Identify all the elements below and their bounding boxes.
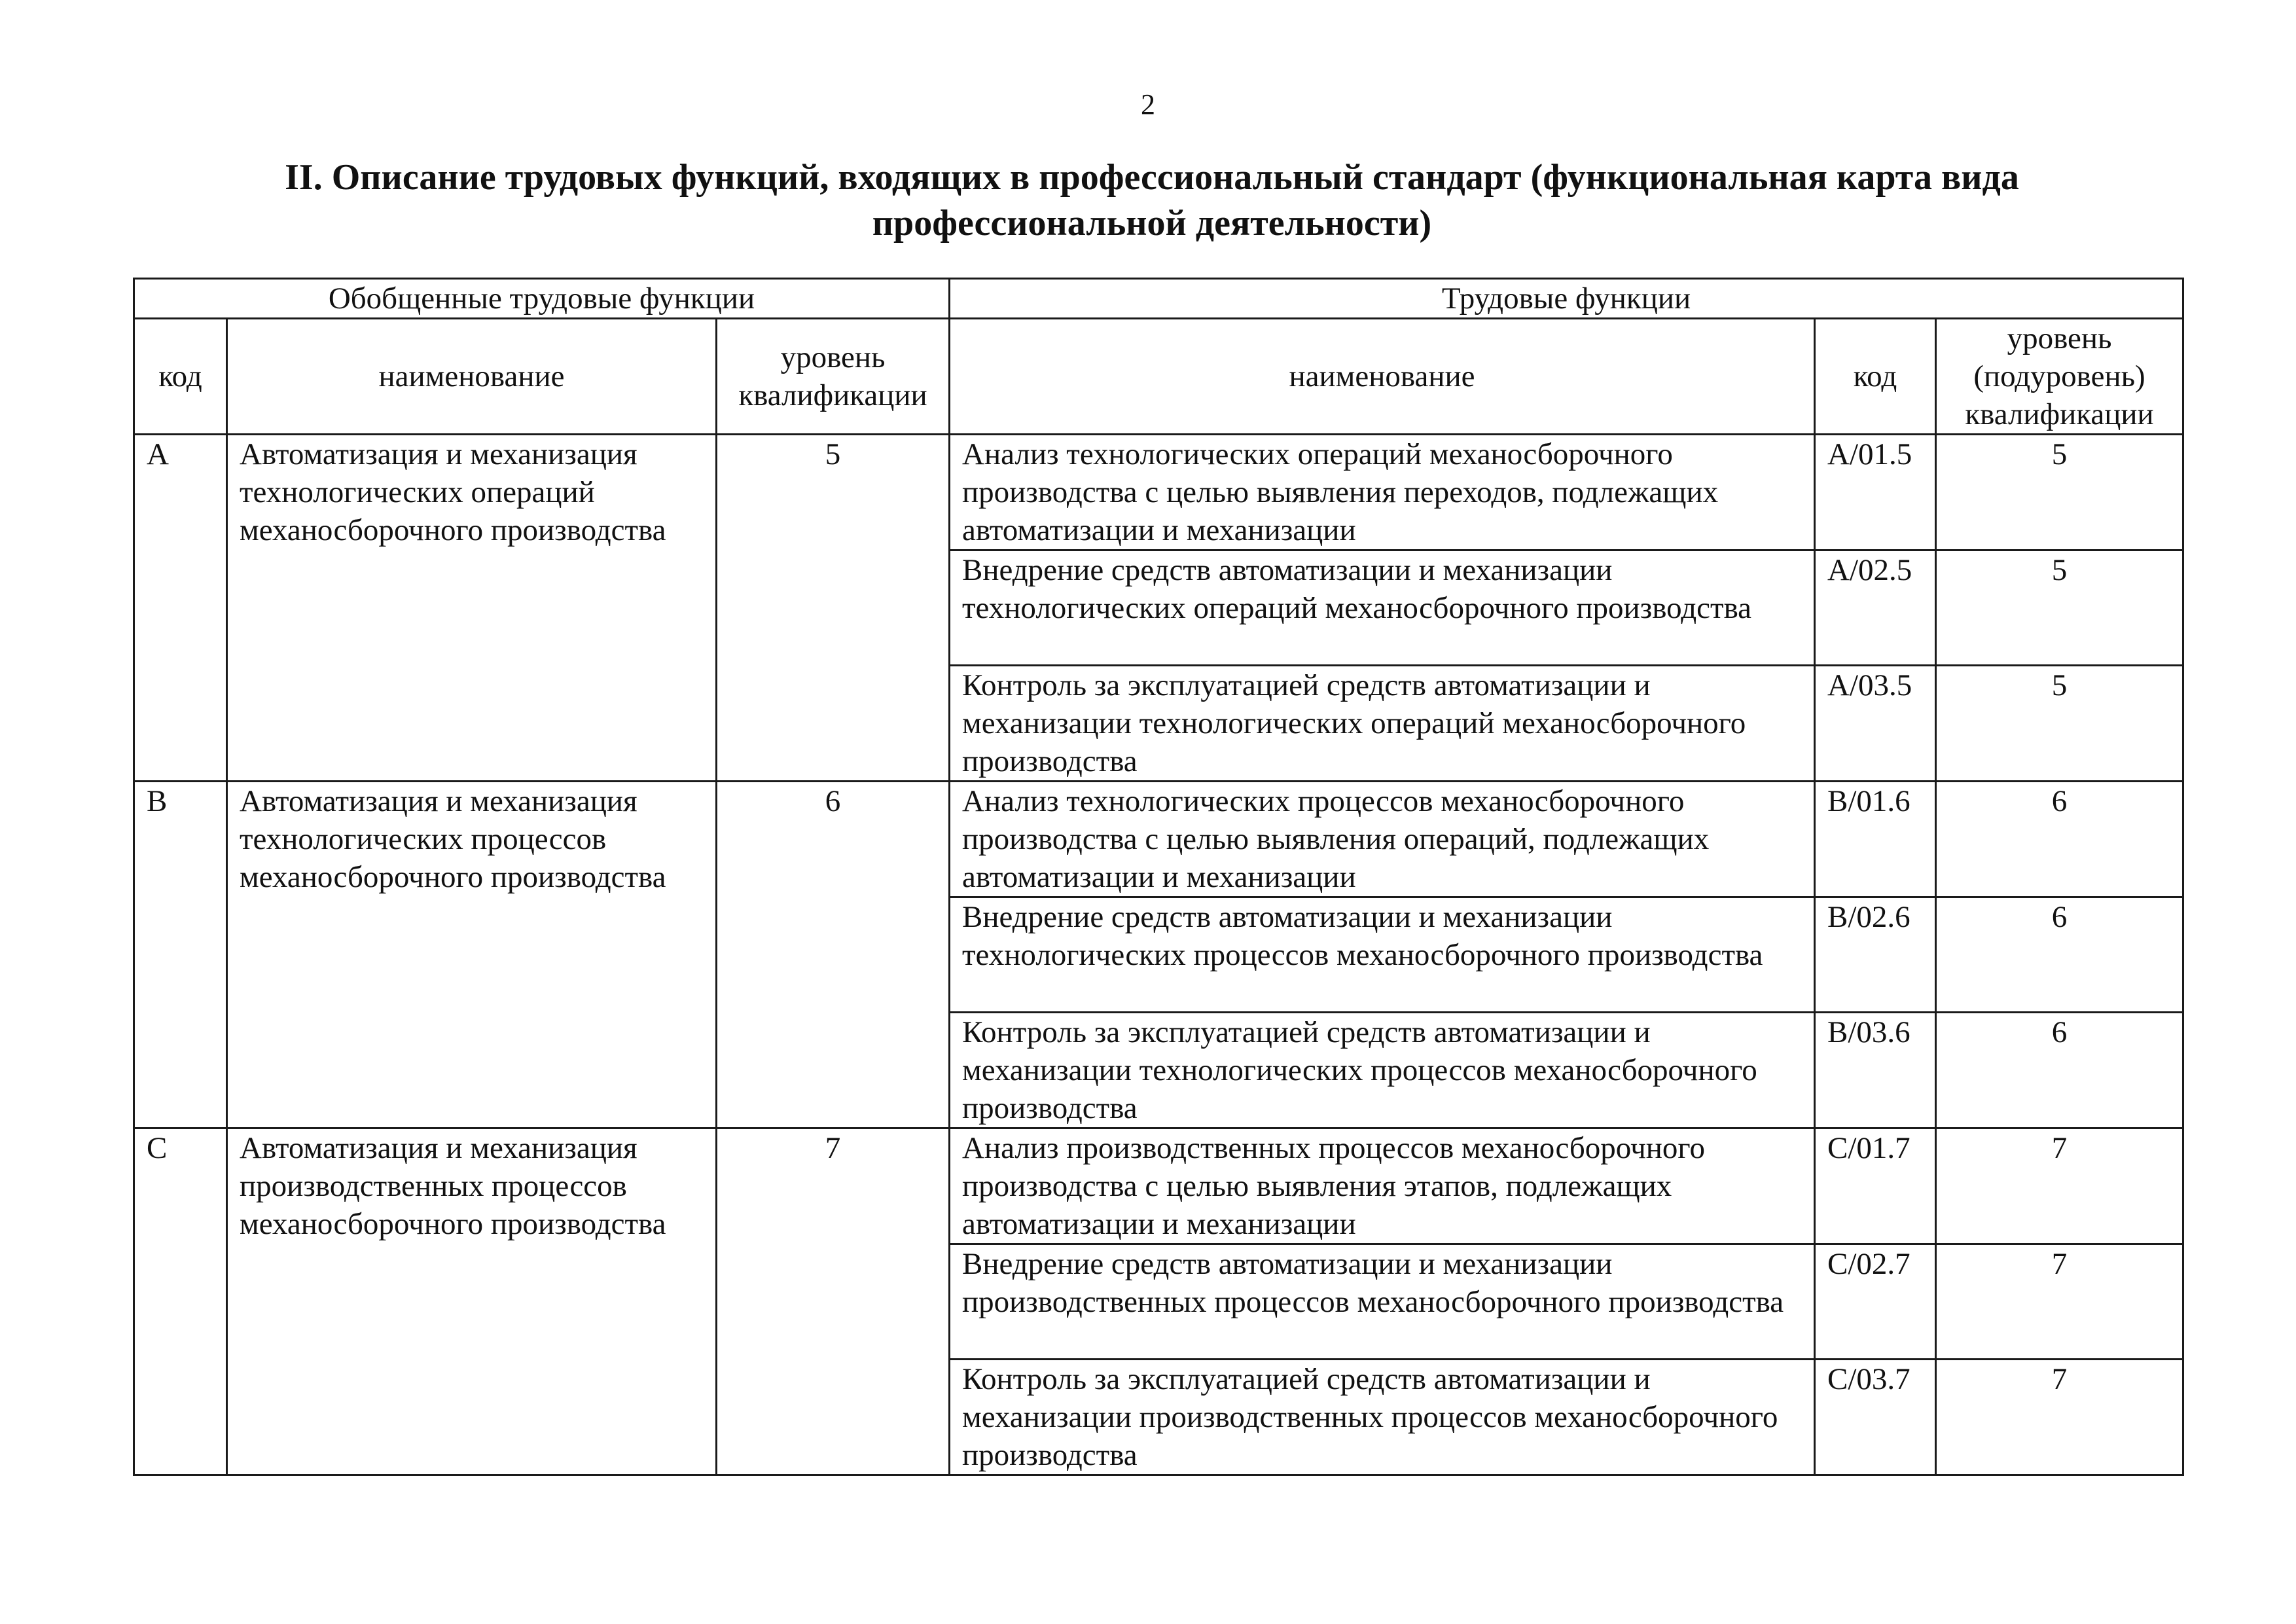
gen-level-cell: 5 [717,435,950,782]
tf-level-cell: 6 [1936,897,2183,1013]
tf-name-cell: Внедрение средств автоматизации и механизации технологических процессов механосборочного производства [950,897,1815,1013]
page-number: 2 [1141,88,1155,120]
tf-name-cell: Внедрение средств автоматизации и механизации производственных процессов механосборочного производства [950,1244,1815,1360]
generalized-functions-header: Обобщенные трудовые функции [134,279,950,319]
tf-name-cell: Анализ технологических операций механосборочного производства с целью выявления переходов, подлежащих автоматизации и механизации [950,435,1815,550]
tf-name-cell: Анализ технологических процессов механосборочного производства с целью выявления операций, подлежащих автоматизации и механизации [950,782,1815,897]
table-row [134,435,2183,550]
tf-level-cell: 5 [1936,435,2183,550]
table-row [134,1128,2183,1244]
labor-functions-header: Трудовые функции [950,279,2183,319]
tf-name-cell: Контроль за эксплуатацией средств автоматизации и механизации производственных процессов механосборочного производства [950,1360,1815,1475]
tf-level-cell: 5 [1936,666,2183,782]
tf-level-cell: 6 [1936,782,2183,897]
tf-name-cell: Контроль за эксплуатацией средств автоматизации и механизации технологических процессов механосборочного производства [950,1013,1815,1128]
gen-name-cell: Автоматизация и механизация технологических операций механосборочного производства [227,435,717,782]
tf-name-cell: Анализ производственных процессов механосборочного производства с целью выявления этапов, подлежащих автоматизации и механизации [950,1128,1815,1244]
tf-name-cell: Внедрение средств автоматизации и механизации технологических операций механосборочного производства [950,550,1815,666]
gen-level-cell: 6 [717,782,950,1128]
tf-level-cell: 7 [1936,1360,2183,1475]
gen-name-cell: Автоматизация и механизация технологических процессов механосборочного производства [227,782,717,1128]
tf-level-cell: 5 [1936,550,2183,666]
functional-map-table [133,278,2184,1476]
column-header-row [134,319,2183,435]
tf-code-cell: A/02.5 [1815,550,1936,666]
col-header-tf-code: код [1815,319,1936,435]
col-header-gen-name: наименование [227,319,717,435]
gen-code-cell: C [134,1128,227,1475]
col-header-tf-level: уровень (подуровень) квалификации [1936,319,2183,435]
tf-level-cell: 6 [1936,1013,2183,1128]
gen-level-cell: 7 [717,1128,950,1475]
tf-code-cell: B/01.6 [1815,782,1936,897]
col-header-gen-code: код [134,319,227,435]
tf-code-cell: A/01.5 [1815,435,1936,550]
gen-name-cell: Автоматизация и механизация производственных процессов механосборочного производства [227,1128,717,1475]
tf-code-cell: B/03.6 [1815,1013,1936,1128]
col-header-tf-name: наименование [950,319,1815,435]
tf-name-cell: Контроль за эксплуатацией средств автоматизации и механизации технологических операций механосборочного производства [950,666,1815,782]
tf-code-cell: C/02.7 [1815,1244,1936,1360]
page-title: II. Описание трудовых функций, входящих в профессиональный стандарт (функциональная карта вида профессиональной деятельности) [285,157,2019,244]
tf-code-cell: A/03.5 [1815,666,1936,782]
tf-code-cell: C/01.7 [1815,1128,1936,1244]
tf-level-cell: 7 [1936,1128,2183,1244]
table-row [134,782,2183,897]
tf-code-cell: C/03.7 [1815,1360,1936,1475]
tf-level-cell: 7 [1936,1244,2183,1360]
gen-code-cell: B [134,782,227,1128]
col-header-gen-level: уровень квалификации [717,319,950,435]
gen-code-cell: A [134,435,227,782]
group-header-row [134,279,2183,319]
tf-code-cell: B/02.6 [1815,897,1936,1013]
